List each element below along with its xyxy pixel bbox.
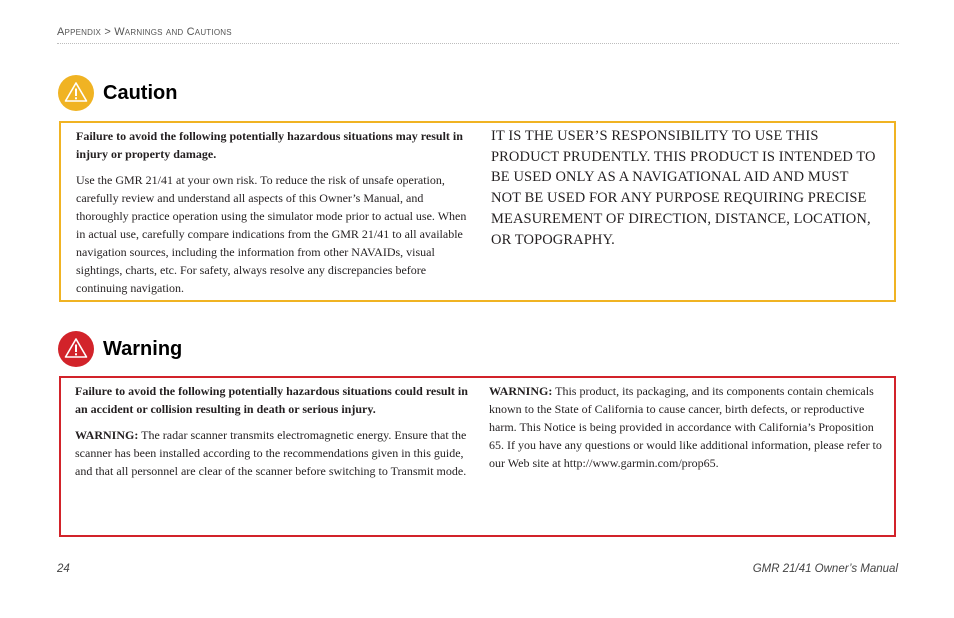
caution-notice: IT IS THE USER’S RESPONSIBILITY TO USE THIS PRODUCT PRUDENTLY. THIS PRODUCT IS INTENDED TO BE USED ONLY AS A NAVIGATIONAL AID AND MUST NOT BE USED FOR ANY PURPOSE REQUIRING PRECISE MEASUREMENT OF DIRECTION, DISTANCE, LOCATION, OR TOPOGRAPHY.: [491, 128, 876, 248]
caution-left-column: [76, 127, 471, 305]
warning-left-column: [75, 382, 471, 488]
warning-title: Warning: [103, 337, 183, 360]
caution-box: [59, 121, 896, 302]
caution-body: Use the GMR 21/41 at your own risk. To reduce the risk of unsafe operation, carefully review and understand all aspects of this Owner’s Manual, and thoroughly practice operation using the simulator mode prior to actual use. When in actual use, carefully compare indications from the GMR 21/41 to all available navigation sources, including the information from other NAVAIDs, visual sightings, charts, etc. For safety, always resolve any discrepancies before continuing navigation.: [76, 173, 467, 295]
warning-right-column: [489, 382, 889, 480]
warning-right-label: WARNING:: [489, 384, 553, 398]
caution-lead: Failure to avoid the following potentially hazardous situations may result in injury or property damage.: [76, 129, 463, 161]
header-rule: [57, 43, 899, 44]
warning-left-label: WARNING:: [75, 428, 139, 442]
breadcrumb: [57, 26, 232, 38]
warning-heading: [58, 331, 182, 367]
breadcrumb-page: Warnings and Cautions: [114, 26, 232, 38]
warning-left-paragraph: [75, 426, 471, 480]
manual-title: GMR 21/41 Owner’s Manual: [752, 563, 898, 575]
caution-heading: [58, 75, 177, 111]
breadcrumb-section: Appendix: [57, 26, 102, 38]
breadcrumb-separator: >: [104, 26, 111, 38]
warning-box: [59, 376, 896, 537]
warning-triangle-icon: [58, 331, 94, 367]
page-number: 24: [57, 563, 70, 575]
warning-lead: Failure to avoid the following potentially hazardous situations could result in an accident or collision resulting in death or serious injury.: [75, 384, 468, 416]
caution-title: Caution: [103, 81, 178, 104]
caution-triangle-icon: [58, 75, 94, 111]
warning-left-text: The radar scanner transmits electromagnetic energy. Ensure that the scanner has been installed according to the recommendations given in this guide, and that all personnel are clear of the scanner before switching to Transmit mode.: [75, 428, 467, 478]
warning-right-paragraph: [489, 382, 889, 472]
warning-right-text: This product, its packaging, and its components contain chemicals known to the State of California to cause cancer, birth defects, or reproductive harm. This Notice is being provided in accordance with California’s Proposition 65. If you have any questions or would like additional information, please refer to our Web site at http://www.garmin.com/prop65.: [489, 384, 882, 470]
caution-right-column: [491, 126, 881, 258]
